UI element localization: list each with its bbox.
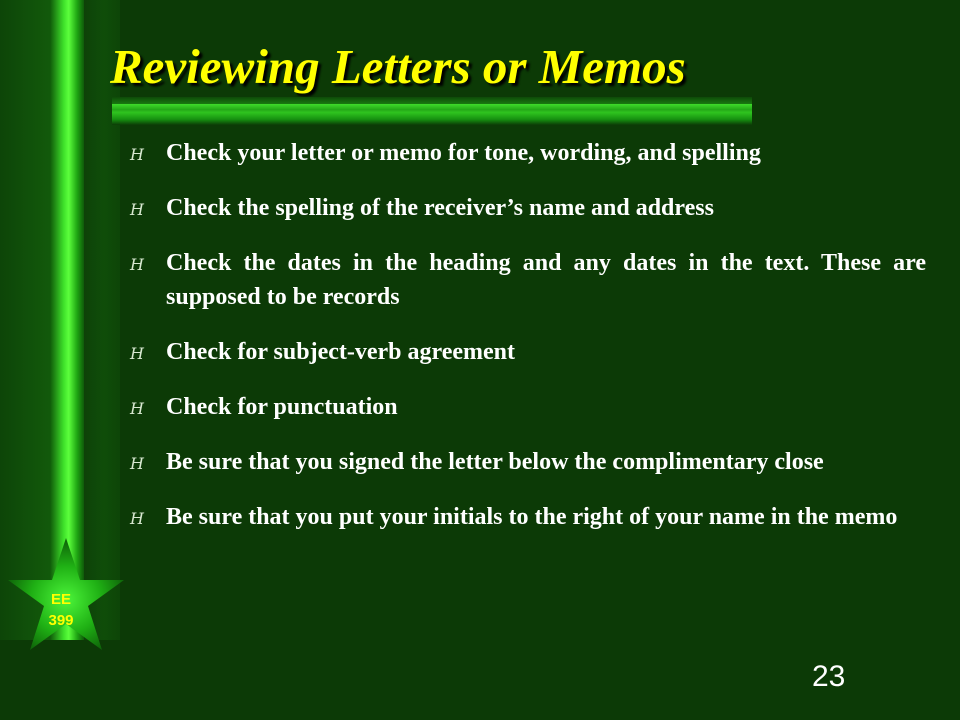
- title-underline-highlight: [112, 104, 752, 110]
- bullet-item: [130, 246, 926, 314]
- logo-text-line1: EE: [50, 591, 71, 608]
- bullet-icon: H: [130, 200, 144, 219]
- bullet-text: Check your letter or memo for tone, wording, and spelling: [166, 140, 761, 166]
- bullet-text: Be sure that you put your initials to the right of your name in the memo: [166, 504, 898, 530]
- title-underline-bar: [112, 97, 752, 125]
- bullet-text: Check for punctuation: [166, 394, 398, 420]
- bullet-item: [130, 136, 926, 170]
- bullet-text: Check the dates in the heading and any dates in the text. These are supposed to be records: [166, 250, 926, 310]
- bullet-item: [130, 500, 926, 534]
- bullet-text: Check the spelling of the receiver’s name and address: [166, 195, 714, 221]
- bullet-item: [130, 445, 926, 479]
- bullet-text: Be sure that you signed the letter below the complimentary close: [166, 449, 824, 475]
- bullet-icon: H: [130, 255, 144, 274]
- bullet-icon: H: [130, 344, 144, 363]
- slide-title: Reviewing Letters or Memos: [110, 39, 686, 94]
- bullet-icon: H: [130, 399, 144, 418]
- bullet-icon: H: [130, 454, 144, 473]
- bullet-list: [130, 136, 926, 555]
- bullet-text: Check for subject-verb agreement: [166, 339, 516, 365]
- bullet-icon: H: [130, 509, 144, 528]
- bullet-icon: H: [130, 145, 144, 164]
- logo-text-line2: 399: [48, 612, 74, 629]
- bullet-item: [130, 335, 926, 369]
- bullet-item: [130, 191, 926, 225]
- page-number: 23: [812, 660, 846, 693]
- bullet-item: [130, 390, 926, 424]
